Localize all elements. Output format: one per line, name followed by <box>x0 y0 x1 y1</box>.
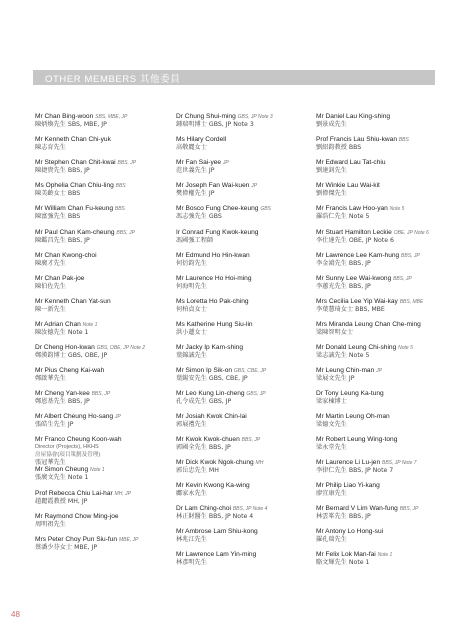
member-entry <box>176 436 310 453</box>
member-entry <box>316 459 450 476</box>
member-honours: BBS, JP <box>116 230 135 236</box>
member-chinese-name: 梁展文先生 JP <box>316 375 355 383</box>
member-chinese-name: 鄭漢鈞博士 GBS, OBE, JP <box>35 352 108 360</box>
member-name: Mr Chan Pak-joe <box>35 275 85 282</box>
member-chinese-name: 陳汝德先生 Note 1 <box>35 329 89 337</box>
member-entry <box>316 113 450 130</box>
member-chinese-name: 何柏貞女士 <box>176 306 207 314</box>
member-entry <box>176 551 310 568</box>
member-name: Mr Raymond Chow Ming-joe <box>35 513 119 520</box>
member-chinese-name: 李仕達先生 OBE, JP Note 6 <box>316 237 394 245</box>
member-entry <box>35 229 169 246</box>
member-chinese-name: 高敬麗女士 <box>176 144 207 152</box>
member-chinese-name: 孔令成先生 GBS, JP <box>176 398 232 406</box>
member-chinese-name: 陳一新先生 <box>35 306 66 314</box>
member-entry <box>316 136 450 153</box>
member-honours: JP <box>114 414 121 420</box>
member-name: Mr Albert Cheung Ho-sang <box>35 413 114 420</box>
member-chinese-name: 劉紹鈞教授 BBS <box>316 144 362 152</box>
member-honours: Note 5 <box>398 345 413 351</box>
member-honours: BBS, JP <box>399 506 419 512</box>
member-chinese-name: 林正財醫生 BBS, JP Note 4 <box>176 513 254 521</box>
member-entry <box>35 298 169 315</box>
member-name: Mr William Chan Fu-keung <box>35 205 114 212</box>
member-honours: BBS <box>398 137 409 143</box>
member-chinese-name: 梁陳智明女士 <box>316 329 354 337</box>
member-name: Mr Bosco Fung Chee-keung <box>176 205 259 212</box>
member-name: Mr Philip Liao Yi-kang <box>316 482 380 489</box>
member-chinese-name: 陳廣才先生 <box>35 260 66 268</box>
member-entry <box>316 482 450 499</box>
member-chinese-name: 郭國全先生 BBS, JP <box>176 444 231 452</box>
member-entry <box>176 459 310 476</box>
member-name: Ms Ophelia Chan Chiu-ling <box>35 182 114 189</box>
member-name: Mr Leo Kung Lin-cheng <box>176 390 245 397</box>
member-chinese-name: 張冠華先生 <box>35 458 66 466</box>
member-honours: GBS, OBE, JP Note 2 <box>96 345 146 351</box>
member-entry <box>176 252 310 269</box>
member-chinese-name: 羅孔瑞先生 <box>316 536 347 544</box>
member-name: Mr Chan Bing-woon <box>35 113 94 120</box>
member-name: Prof Francis Lau Shiu-kwan <box>316 136 397 143</box>
member-entry <box>176 205 310 222</box>
member-name: Mr Antony Lo Hong-sui <box>316 528 384 535</box>
member-name: Mr Pius Cheng Kai-wah <box>35 367 105 374</box>
member-entry <box>35 182 169 199</box>
member-name: Mr Ambrose Lam Shiu-kong <box>176 528 258 535</box>
member-chinese-name: 陳炳煥先生 SBS, MBE, JP <box>35 121 107 129</box>
member-entry <box>316 252 450 269</box>
member-name: Mrs Miranda Leung Chan Che-ming <box>316 321 421 328</box>
member-chinese-name: 梁家棟博士 <box>316 398 347 406</box>
member-entry <box>176 482 310 499</box>
member-name: Mr Simon Cheung <box>35 466 89 473</box>
member-honours: MBE, JP <box>118 537 139 543</box>
member-role: Director (Projects), HKHS <box>35 444 99 451</box>
member-entry <box>316 505 450 522</box>
member-chinese-name: 陳鑑昌先生 BBS, JP <box>35 237 90 245</box>
member-name: Mr Francis Law Hoo-yan <box>316 205 388 212</box>
member-entry <box>35 436 169 467</box>
section-header-bar <box>33 70 435 85</box>
member-chinese-name: 馮國強工程師 <box>176 237 214 245</box>
member-entry <box>35 466 169 483</box>
member-entry <box>35 413 169 430</box>
member-name: Mr Jacky Ip Kam-shing <box>176 344 244 351</box>
member-entry <box>316 275 450 292</box>
member-honours: JP <box>251 183 258 189</box>
member-name: Mr Daniel Lau King-shing <box>316 113 391 120</box>
member-name: Mr Joseph Fan Wai-kuen <box>176 182 250 189</box>
member-chinese-name: 梁永堂先生 <box>316 444 347 452</box>
member-chinese-name: 梁德文先生 <box>316 421 347 429</box>
member-name: Mr Winkie Lau Wai-kit <box>316 182 380 189</box>
member-name: Mr Edmund Ho Hin-kwan <box>176 252 250 259</box>
member-honours: JP <box>222 160 229 166</box>
member-chinese-name: 范世義先生 JP <box>176 167 215 175</box>
member-chinese-name: 李律仁先生 BBS, JP Note 7 <box>316 467 394 475</box>
member-chinese-name: 李葉慧琦女士 BBS, MBE <box>316 306 385 314</box>
member-chinese-name: 廖宜康先生 <box>316 490 347 498</box>
member-chinese-name: 馮志強先生 GBS <box>176 213 222 221</box>
section-title: OTHER MEMBERS 其他委員 <box>45 73 181 85</box>
member-name: Dr Tony Leung Ka-tung <box>316 390 384 397</box>
member-entry <box>316 298 450 315</box>
member-entry <box>316 551 450 568</box>
member-name: Mr Stephen Chan Chit-kwai <box>35 159 116 166</box>
member-honours: MH, JP <box>114 491 131 497</box>
member-name: Mr Martin Leung Oh-man <box>316 413 390 420</box>
member-chinese-name: 劉偉傑先生 <box>316 190 347 198</box>
member-name: Mr Chan Kwong-choi <box>35 252 97 259</box>
member-honours: BBS <box>115 183 126 189</box>
member-name: Dr Cheng Hon-kwan <box>35 344 95 351</box>
member-name: Mr Dick Kwok Ngok-chung <box>176 459 254 466</box>
member-honours: BBS, JP <box>393 276 412 282</box>
member-entry <box>316 413 450 430</box>
member-honours: Note 5 <box>389 206 405 212</box>
member-entry <box>35 513 169 530</box>
member-name: Mr Franco Cheung Koon-wah <box>35 436 122 443</box>
member-honours: BBS, JP <box>117 160 137 166</box>
member-chinese-name: 駱文輝先生 Note 1 <box>316 559 370 567</box>
member-chinese-name: 李蕙光先生 BBS, JP <box>316 283 371 291</box>
member-chinese-name: 何衍鈞先生 <box>176 260 207 268</box>
member-name: Ir Conrad Fung Kwok-keung <box>176 229 259 236</box>
member-entry <box>176 390 310 407</box>
member-honours: BBS <box>114 206 125 212</box>
member-chinese-name: 鄭啟華先生 <box>35 375 66 383</box>
member-entry <box>35 490 169 507</box>
member-chinese-name: 劉景成先生 <box>316 121 347 129</box>
member-name: Dr Lam Ching-choi <box>176 505 231 512</box>
member-entry <box>316 528 450 545</box>
member-chinese-name: 趙麗霞教授 MH, JP <box>35 498 88 506</box>
member-name: Mr Kwok Kwok-chuen <box>176 436 240 443</box>
member-role-chinese: 房屋協會(項目策劃及管理) <box>35 451 101 458</box>
member-honours: GBS, JP Note 3 <box>237 114 273 120</box>
member-entry <box>176 344 310 361</box>
member-chinese-name: 陳志育先生 <box>35 144 66 152</box>
member-chinese-name: 鄺家永先生 <box>176 490 207 498</box>
member-entry <box>176 275 310 292</box>
member-name: Mr Lawrence Lam Yin-ming <box>176 551 257 558</box>
member-chinese-name: 張皓生先生 JP <box>35 421 74 429</box>
member-chinese-name: 洪小蓮女士 <box>176 329 207 337</box>
member-name-line <box>35 436 169 444</box>
member-name: Ms Katherine Hung Siu-lin <box>176 321 253 328</box>
member-name: Mr Lawrence Lee Kam-hung <box>316 252 400 259</box>
member-honours: OBE, JP Note 6 <box>393 230 429 236</box>
member-name: Mr Cheng Yan-kee <box>35 390 90 397</box>
member-name: Mr Robert Leung Wing-tong <box>316 436 398 443</box>
member-name: Mr Laurence Ho Hoi-ming <box>176 275 252 282</box>
member-name: Mr Bernard V Lim Wan-fung <box>316 505 398 512</box>
member-name: Mr Leung Chin-man <box>316 367 375 374</box>
member-name: Mr Simon Ip Sik-on <box>176 367 233 374</box>
member-entry <box>35 344 169 361</box>
member-chinese-name: 葉錦誠先生 <box>176 352 207 360</box>
member-name: Ms Loretta Ho Pak-ching <box>176 298 249 305</box>
member-honours: SBS, MBE, JP <box>95 114 128 120</box>
member-chinese-name: 林彥明先生 <box>176 559 207 567</box>
member-chinese-name: 樊偉權先生 JP <box>176 190 215 198</box>
member-entry <box>316 321 450 338</box>
member-entry <box>35 275 169 292</box>
member-chinese-name: 梁志誠先生 Note 5 <box>316 352 370 360</box>
member-name: Dr Chung Shui-ming <box>176 113 236 120</box>
member-entry <box>35 321 169 338</box>
member-chinese-name: 劉達釗先生 <box>316 167 347 175</box>
member-chinese-name: 陳捷貴先生 BBS, JP <box>35 167 90 175</box>
member-entry <box>316 344 450 361</box>
member-entry <box>316 159 450 176</box>
member-entry <box>35 113 169 130</box>
member-chinese-name: 鄭恩基先生 BBS, JP <box>35 398 90 406</box>
member-chinese-name: 郭展禮先生 <box>176 421 207 429</box>
member-entry <box>176 229 310 246</box>
member-name: Ms Hilary Cordell <box>176 136 227 143</box>
member-honours: MH <box>255 460 264 466</box>
member-name: Mr Donald Leung Chi-shing <box>316 344 397 351</box>
member-honours: Note 1 <box>89 467 105 473</box>
member-chinese-name: 周明祖先生 <box>35 521 66 529</box>
member-honours: Note 1 <box>82 322 98 328</box>
member-honours: GBS, CBE, JP <box>233 368 267 374</box>
member-entry <box>176 136 310 153</box>
member-entry <box>35 367 169 384</box>
member-entry <box>316 390 450 407</box>
member-name: Mr Edward Lau Tat-chiu <box>316 159 386 166</box>
member-honours: BBS, JP <box>401 253 420 259</box>
member-name: Mr Paul Chan Kam-cheung <box>35 229 115 236</box>
member-entry <box>176 413 310 430</box>
member-entry <box>176 528 310 545</box>
member-name: Mrs Peter Choy Pun Siu-fun <box>35 536 118 543</box>
member-entry <box>176 367 310 384</box>
member-name: Mr Kenneth Chan Yat-sun <box>35 298 111 305</box>
page-number: 48 <box>11 610 20 619</box>
member-entry <box>35 390 169 407</box>
member-chinese-name: 李金鴻先生 BBS, JP <box>316 260 371 268</box>
member-chinese-name: 林兆江先生 <box>176 536 207 544</box>
member-entry <box>35 136 169 153</box>
member-name: Mr Adrian Chan <box>35 321 81 328</box>
member-honours: JP <box>376 368 382 374</box>
member-chinese-name: 蔡潘少芬女士 MBE, JP <box>35 544 98 552</box>
member-entry <box>35 159 169 176</box>
member-entry <box>316 229 450 246</box>
member-honours: GBS <box>260 206 271 212</box>
member-name: Mr Kenneth Chan Chi-yuk <box>35 136 111 143</box>
member-chinese-name: 陳伯佐先生 <box>35 283 66 291</box>
member-entry <box>176 159 310 176</box>
member-chinese-name: 葉錫安先生 GBS, CBE, JP <box>176 375 248 383</box>
member-honours: BBS, JP Note 4 <box>232 506 268 512</box>
member-name: Mr Fan Sai-yee <box>176 159 222 166</box>
member-chinese-name: 何海明先生 <box>176 283 207 291</box>
member-name: Mr Stuart Hamilton Leckie <box>316 229 392 236</box>
member-name: Mr Felix Lok Man-fai <box>316 551 376 558</box>
member-entry <box>35 205 169 222</box>
member-entry <box>35 536 169 553</box>
member-chinese-name: 羅浩仁先生 Note 5 <box>316 213 370 221</box>
member-entry <box>316 205 450 222</box>
member-honours: Note 1 <box>377 552 393 558</box>
member-chinese-name: 郭岳忠先生 MH <box>176 467 219 475</box>
member-entry <box>176 505 310 522</box>
member-honours: GBS, JP <box>246 391 266 397</box>
member-name: Mr Laurence Li Lu-jen <box>316 459 381 466</box>
member-chinese-name: 張廣文先生 Note 1 <box>35 474 89 482</box>
member-chinese-name: 林雲峯先生 BBS, JP <box>316 513 371 521</box>
member-chinese-name: 鍾瑞明博士 GBS, JP Note 3 <box>176 121 254 129</box>
member-honours: BBS, JP <box>241 437 261 443</box>
member-entry <box>316 367 450 384</box>
member-name: Mr Sunny Lee Wai-kwong <box>316 275 392 282</box>
member-name: Mrs Cecilia Lee Yip Wai-kay <box>316 298 398 305</box>
member-entry <box>176 321 310 338</box>
member-chinese-name: 陳富強先生 BBS <box>35 213 81 221</box>
member-name: Prof Rebecca Chiu Lai-har <box>35 490 113 497</box>
member-name: Mr Josiah Kwok Chin-lai <box>176 413 247 420</box>
member-entry <box>176 182 310 199</box>
member-entry <box>316 436 450 453</box>
member-honours: BBS, MBE <box>399 299 424 305</box>
member-entry <box>316 182 450 199</box>
member-honours: BBS, JP <box>91 391 111 397</box>
member-entry <box>176 113 310 130</box>
member-entry <box>176 298 310 315</box>
member-honours: BBS, JP Note 7 <box>382 460 417 466</box>
member-entry <box>35 252 169 269</box>
member-name: Mr Kevin Kwong Ka-wing <box>176 482 250 489</box>
member-chinese-name: 陳美齡女士 BBS <box>35 190 81 198</box>
